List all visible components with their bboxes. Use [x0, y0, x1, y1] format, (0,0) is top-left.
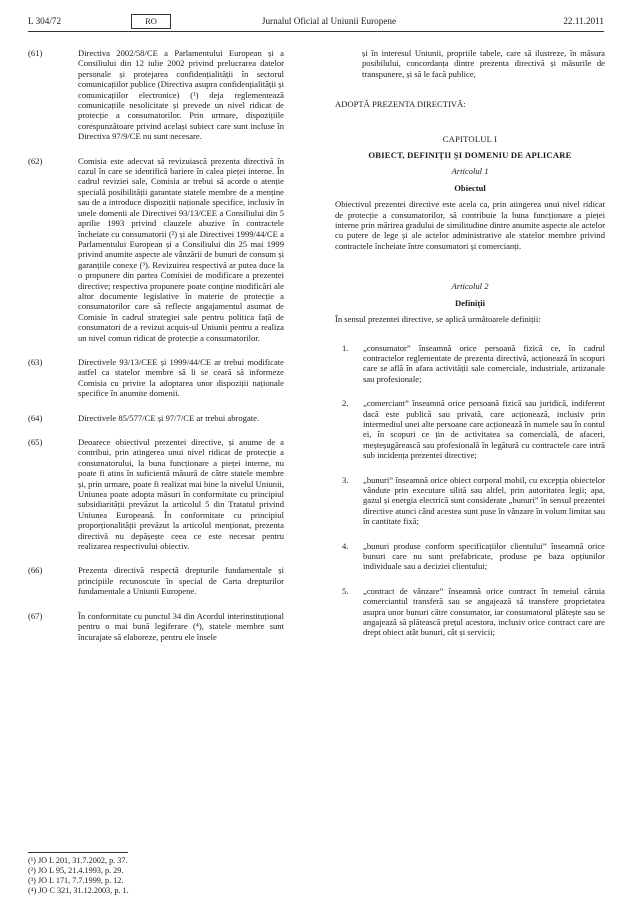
article-1-text: Obiectivul prezentei directive este acela ca, prin atingerea unui nivel ridicat de protecție a consumatorilor, să contribuie la buna funcționare a pieței interne prin mărirea gradului de similitudine dintre anumite aspecte ale actelor cu putere de lege și ale actelor administrative ale statelor membre privind contractele încheiate între consumatori și comercianți.: [335, 199, 605, 251]
left-column: [28, 48, 284, 656]
definition-item: [335, 541, 605, 572]
recital-number: (63): [28, 356, 43, 367]
article-2-label: Articolul 2: [451, 281, 489, 292]
definition-number: 4.: [342, 540, 349, 551]
recital-number: (62): [28, 155, 43, 166]
definition-number: 2.: [342, 398, 349, 409]
definition-number: 5.: [342, 585, 349, 596]
footnote: (²) JO L 95, 21.4.1993, p. 29.: [28, 866, 124, 875]
article-2-title: Definiții: [454, 297, 486, 308]
publication-date: 22.11.2011: [563, 16, 604, 26]
article-2-intro: În sensul prezentei directive, se aplică următoarele definiții:: [335, 314, 541, 325]
recital-64: [28, 413, 284, 423]
definition-item: [335, 586, 605, 638]
recital-61: [28, 48, 284, 142]
page-number: L 304/72: [28, 16, 62, 26]
recital-66: [28, 565, 284, 596]
recital-number: (67): [28, 610, 43, 621]
definition-text: „contract de vânzare” înseamnă orice contract în temeiul căruia comerciantul transferă sau se angajează să transfere proprietatea asupra unor bunuri către consumator, iar consumatorul plătește sau se angajează să plătească prețul acestora, inclusiv orice contract care are drept obiect atât bunuri, cât și servicii;: [363, 585, 605, 638]
definition-number: 1.: [342, 342, 349, 353]
recital-number: (61): [28, 48, 43, 58]
footnote-rule: [28, 852, 128, 853]
definition-item: [335, 398, 605, 460]
right-column: [335, 48, 605, 652]
recital-text: Comisia este adecvat să revizuiască prezenta directivă în cazul în care se identifică bariere în calea pieței interne. În cadrul reviziei sale, Comisia ar trebui să acorde o atenție specială posibilității garantate statele membre de a menține sau de a introduce dispoziții naționale specifice, inclusiv în unele domenii ale Directivei 93/13/CEE a Consiliului din 5 aprilie 1993 privind clauzele abuzive în contractele încheiate cu consumatorii (²) și ale Directivei 1999/44/CE a Parlamentului European și a Consiliului din 25 mai 1999 privind anumite aspecte ale vânzării de bunuri de consum și garanțiile conexe (³). Revizuirea respectivă ar putea duce la o propunere din partea Comisiei de modificare a prezentei directive; respectiva propunere poate conține modificări ale altor documente legislative în materie de protecție a consumatorilor care să reflecte angajamentul asumat de Comisie în cadrul strategiei sale pentru politica față de consumatori de a revizui acquis-ul Uniunii pentru a realiza un nivel comun ridicat de protecție a consumatorilor.: [78, 155, 284, 343]
article-1-title: Obiectul: [454, 182, 486, 193]
recital-67-continuation: și în interesul Uniunii, propriile tabele, care să ilustreze, în măsura posibilului, concordanța dintre prezenta directivă și măsurile de transpunere, și să le facă publice,: [362, 48, 605, 79]
definition-text: „bunuri” înseamnă orice obiect corporal mobil, cu excepția obiectelor vândute prin executare silită sau altfel, prin autoritatea legii; apa, gazul și energia electrică sunt considerate „bunuri” în sensul prezentei directive atunci când acestea sunt puse în vânzare în volum limitat sau în cantitate fixă;: [363, 474, 605, 527]
recital-62: [28, 156, 284, 343]
recital-number: (64): [28, 412, 43, 423]
definition-number: 3.: [342, 474, 349, 485]
recital-63: [28, 357, 284, 399]
definition-item: [335, 343, 605, 385]
recital-65: [28, 437, 284, 551]
recital-text: Deoarece obiectivul prezentei directive, și anume de a contribui, prin atingerea unui nivel ridicat de protecție a consumatorului, la buna funcționare a pieței interne, nu poate fi atins în suficientă măsură de către statele membre și, prin urmare, poate fi realizat mai bine la nivelul Uniunii, Uniunea poate adopta măsuri în conformitate cu principiul subsidiarității prevăzut la articolul 5 din Tratatul privind Uniunea Europeană. În conformitate cu principiul proporționalității prevăzut la articolul menționat, prezenta directivă nu depășește ceea ce este necesar pentru realizarea respectivului obiectiv.: [78, 437, 284, 552]
recital-text: În conformitate cu punctul 34 din Acordul interinstituțional pentru o mai bună legiferare (⁴), statele membre sunt încurajate să elaboreze, pentru ele însele: [78, 610, 284, 642]
recital-67: [28, 611, 284, 642]
recital-text: Directivele 85/577/CE și 97/7/CE ar trebui abrogate.: [78, 412, 260, 423]
page-header: [28, 15, 604, 31]
footnote: (³) JO L 171, 7.7.1999, p. 12.: [28, 876, 124, 885]
header-rule: [28, 31, 604, 32]
adoption-statement: ADOPTĂ PREZENTA DIRECTIVĂ:: [335, 99, 466, 110]
recital-number: (66): [28, 565, 43, 576]
recital-text: Prezenta directivă respectă drepturile fundamentale și principiile recunoscute în special de Carta drepturilor fundamentale a Uniunii Europene.: [78, 565, 284, 597]
article-1-label: Articolul 1: [451, 166, 489, 177]
recital-number: (65): [28, 437, 43, 447]
definition-text: „bunuri produse conform specificațiilor clientului” înseamnă orice bunuri care nu sunt prefabricate, produse pe baza opțiunilor individuale sau a deciziei clientului;: [363, 540, 605, 572]
definition-text: „consumator” înseamnă orice persoană fizică ce, în cadrul contractelor reglementate de prezenta directivă, acționează în scopuri care se află în afara activității sale comerciale, industriale, artizanale sau profesionale;: [363, 342, 605, 384]
footnote: (¹) JO L 201, 31.7.2002, p. 37.: [28, 856, 128, 865]
recital-text: Directiva 2002/58/CE a Parlamentului European și a Consiliului din 12 iulie 2002 privind prelucrarea datelor personale și protejarea confidențialității în sectorul comunicațiilor publice (Directiva asupra confidențialității și comunicațiilor electronice) (¹) deja reglementează comunicațiile nesolicitate și prevede un nivel ridicat de protecție a consumatorilor. Prin urmare, dispozițiile corespunzătoare privind același subiect care sunt incluse în Directiva 97/9/CE nu sunt necesare.: [78, 48, 284, 142]
recital-text: Directivele 93/13/CEE și 1999/44/CE ar trebui modificate astfel ca statelor membre să li se ceară să informeze Comisia cu privire la adoptarea unor dispoziții naționale specifice în anumite domenii.: [78, 356, 284, 399]
chapter-number: CAPITOLUL I: [442, 133, 498, 144]
journal-title: Jurnalul Oficial al Uniunii Europene: [261, 16, 397, 26]
definition-text: „comerciant” înseamnă orice persoană fizică sau juridică, indiferent dacă este publică sau privată, care acționează, inclusiv prin intermediul unei alte persoane care acționează în numele sau în contul ei, în scopuri ce țin de activitatea sa comercială, de afaceri, meșteșugărească sau profesională în legătură cu contractele care intră sub incidența prezentei directive;: [363, 398, 605, 461]
footnote: (⁴) JO C 321, 31.12.2003, p. 1.: [28, 886, 129, 895]
language-badge: RO: [131, 14, 171, 29]
chapter-title: OBIECT, DEFINIȚII ȘI DOMENIU DE APLICARE: [368, 150, 572, 161]
footnotes: [28, 856, 284, 896]
definition-item: [335, 475, 605, 527]
